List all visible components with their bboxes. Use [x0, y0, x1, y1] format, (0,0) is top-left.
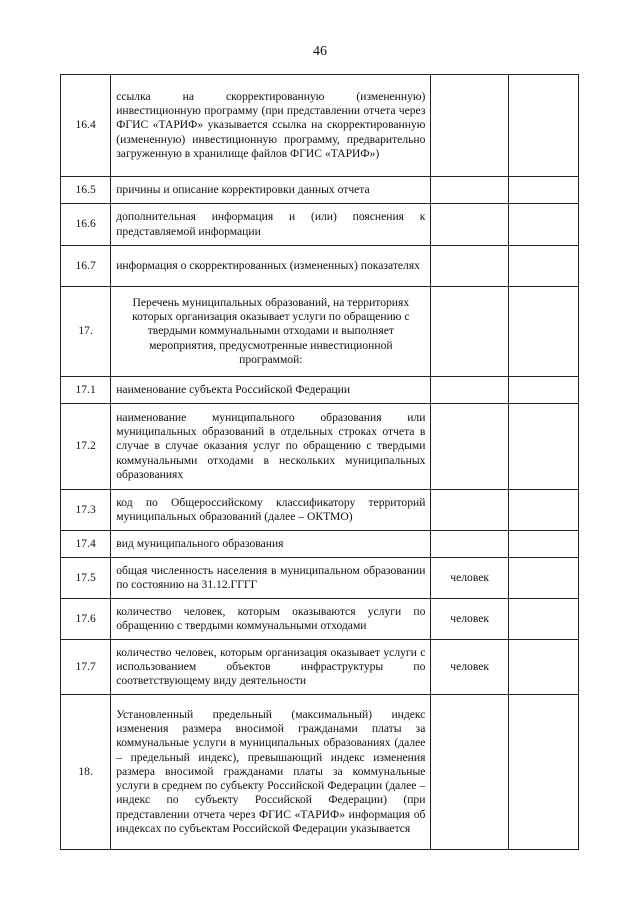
row-value	[508, 246, 578, 287]
row-unit: человек	[431, 599, 508, 640]
row-unit	[431, 377, 508, 404]
row-description: вид муниципального образования	[111, 531, 431, 558]
row-number: 17.	[61, 287, 111, 377]
row-description: количество человек, которым организация оказывает услуги с использованием объектов инфраструктуры по соответствующему виду деятельности	[111, 640, 431, 695]
row-description: информация о скорректированных (измененных) показателях	[111, 246, 431, 287]
table-row	[61, 204, 579, 246]
row-number: 17.1	[61, 377, 111, 404]
row-number: 17.3	[61, 490, 111, 531]
table-row	[61, 246, 579, 287]
row-unit	[431, 695, 508, 850]
row-number: 16.6	[61, 204, 111, 246]
row-description: Установленный предельный (максимальный) индекс изменения размера вносимой гражданами платы за коммунальные услуги в муниципальных образованиях (далее – предельный индекс), превышающий индекс изменения размера вносимой гражданами платы за коммунальные услуги в среднем по субъекту Российской Федерации (далее – индекс по субъекту Российской Федерации) (при представлении отчета через ФГИС «ТАРИФ» информация об индексах по субъектам Российской Федерации указывается	[111, 695, 431, 850]
row-description: дополнительная информация и (или) пояснения к представляемой информации	[111, 204, 431, 246]
table-row	[61, 75, 579, 177]
row-unit	[431, 404, 508, 490]
row-value	[508, 531, 578, 558]
row-value	[508, 377, 578, 404]
row-value	[508, 204, 578, 246]
row-value	[508, 404, 578, 490]
table-row	[61, 640, 579, 695]
row-value	[508, 75, 578, 177]
row-unit	[431, 204, 508, 246]
row-value	[508, 695, 578, 850]
row-value	[508, 599, 578, 640]
row-number: 17.6	[61, 599, 111, 640]
row-description: наименование субъекта Российской Федерации	[111, 377, 431, 404]
row-unit	[431, 246, 508, 287]
row-number: 18.	[61, 695, 111, 850]
row-number: 16.5	[61, 177, 111, 204]
row-number: 17.5	[61, 558, 111, 599]
row-description: наименование муниципального образования или муниципальных образований в отдельных строках отчета в случае в случае оказания услуг по обращению с твердыми коммунальными отходами в нескольких муниципальных образованиях	[111, 404, 431, 490]
table-row	[61, 377, 579, 404]
table-row	[61, 599, 579, 640]
table-row	[61, 404, 579, 490]
row-description: количество человек, которым оказываются услуги по обращению с твердыми коммунальными отходами	[111, 599, 431, 640]
row-value	[508, 490, 578, 531]
row-number: 16.4	[61, 75, 111, 177]
table-row	[61, 531, 579, 558]
row-unit: человек	[431, 558, 508, 599]
row-value	[508, 287, 578, 377]
row-unit	[431, 177, 508, 204]
row-description: ссылка на скорректированную (измененную) инвестиционную программу (при представлении отчета через ФГИС «ТАРИФ» указывается ссылка на скорректированную (измененную) инвестиционную программу, предварительно загруженную в хранилище файлов ФГИС «ТАРИФ»)	[111, 75, 431, 177]
row-description: код по Общероссийскому классификатору территорий муниципальных образований (далее – ОКТМО)	[111, 490, 431, 531]
table-row	[61, 490, 579, 531]
row-number: 17.7	[61, 640, 111, 695]
table-row	[61, 177, 579, 204]
table-row	[61, 695, 579, 850]
table-row	[61, 287, 579, 377]
row-unit: человек	[431, 640, 508, 695]
row-number: 17.4	[61, 531, 111, 558]
row-value	[508, 640, 578, 695]
row-unit	[431, 490, 508, 531]
table-row	[61, 558, 579, 599]
row-number: 16.7	[61, 246, 111, 287]
row-unit	[431, 75, 508, 177]
page-number: 46	[313, 44, 327, 59]
row-value	[508, 177, 578, 204]
row-description: Перечень муниципальных образований, на территориях которых организация оказывает услуги по обращению с твердыми коммунальными отходами и выполняет мероприятия, предусмотренные инвестиционной программой:	[111, 287, 431, 377]
report-table	[60, 74, 579, 850]
row-number: 17.2	[61, 404, 111, 490]
row-description: общая численность населения в муниципальном образовании по состоянию на 31.12.ГГГГ	[111, 558, 431, 599]
row-unit	[431, 287, 508, 377]
row-description: причины и описание корректировки данных отчета	[111, 177, 431, 204]
row-unit	[431, 531, 508, 558]
row-value	[508, 558, 578, 599]
